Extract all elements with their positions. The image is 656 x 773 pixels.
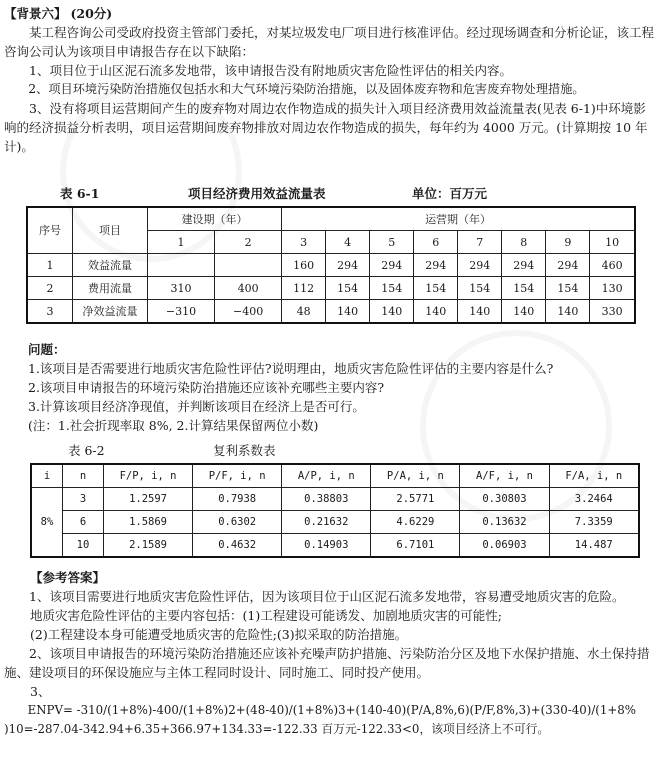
table-cell: 294	[502, 254, 546, 277]
background-para: 某工程咨询公司受政府投资主管部门委托，对某垃圾发电厂项目进行核准评估。经过现场调查和分析论证，该工程咨询公司认为该项目申请报告存在以下缺陷：	[4, 25, 655, 59]
header-build: 建设期（年）	[148, 207, 282, 231]
header-oper: 运营期（年）	[282, 207, 635, 231]
table-cell: 112	[282, 277, 326, 300]
row-name: 效益流量	[73, 254, 148, 277]
table-cell: 330	[590, 300, 635, 324]
defect-item-3: 3、没有将项目运营期间产生的废弃物对周边农作物造成的损失计入项目经济费用效益流量表(见表 6-1)中环境影响的经济损益分析表明，项目运营期间废弃物排放对周边农作物造成的损失，每年约为 4000 万元。(计算期按 10 年计)。	[4, 101, 648, 154]
table-cell: 400	[215, 277, 282, 300]
year-cell: 8	[502, 231, 546, 254]
answer-title: 【参考答案】	[30, 570, 106, 585]
period-cell: 3	[63, 488, 104, 511]
table-cell: 140	[370, 300, 414, 324]
table2-label: 表 6-2	[68, 443, 105, 458]
column-header: n	[63, 464, 104, 488]
answer-3-calc: ENPV= -310/(1+8%)-400/(1+8%)2+(48-40)/(1+8%)3+(140-40)(P/A,8%,6)(P/F,8%,3)+(330-40)/(1+8% )10=-287.04-342.94+6.35+366.97+134.33=-122.33 百万元-122.33<0，该项目经济上不可行。	[4, 703, 637, 736]
table-row	[27, 254, 635, 277]
table-cell: 160	[282, 254, 326, 277]
table-header-row	[31, 464, 639, 488]
year-cell: 6	[414, 231, 458, 254]
table-cell: 0.14903	[282, 534, 371, 558]
year-cell: 2	[215, 231, 282, 254]
table-cell: 154	[326, 277, 370, 300]
table-cell: 294	[458, 254, 502, 277]
year-cell: 5	[370, 231, 414, 254]
table-cell: 140	[326, 300, 370, 324]
table-cell: 2.1589	[104, 534, 193, 558]
table-cell: 0.21632	[282, 511, 371, 534]
period-cell: 10	[63, 534, 104, 558]
question-2: 2.该项目申请报告的环境污染防治措施还应该补充哪些主要内容?	[28, 380, 385, 395]
table-cell: 310	[148, 277, 215, 300]
table-cell: 294	[546, 254, 590, 277]
question-note: (注：1.社会折现率取 8%, 2.计算结果保留两位小数)	[28, 418, 319, 433]
table-cell: 4.6229	[371, 511, 460, 534]
score-label: (20分)	[70, 6, 113, 21]
table-cell: 130	[590, 277, 635, 300]
table-row	[31, 511, 639, 534]
table-cell: 14.487	[549, 534, 639, 558]
table-cell: 294	[326, 254, 370, 277]
table-cell: 460	[590, 254, 635, 277]
year-cell: 10	[590, 231, 635, 254]
table-cell: 0.4632	[193, 534, 282, 558]
row-no: 1	[27, 254, 73, 277]
column-header: P/A, i, n	[371, 464, 460, 488]
answer-section	[4, 568, 654, 739]
rate-cell: 8%	[31, 488, 63, 558]
year-cell: 3	[282, 231, 326, 254]
year-cell: 4	[326, 231, 370, 254]
table-cell: 6.7101	[371, 534, 460, 558]
column-header: P/F, i, n	[193, 464, 282, 488]
answer-3: 3、	[30, 684, 51, 699]
period-cell: 6	[63, 511, 104, 534]
table-cell: 154	[458, 277, 502, 300]
table-cell: 0.38803	[282, 488, 371, 511]
table-cell: 140	[546, 300, 590, 324]
header-no: 序号	[27, 207, 73, 254]
table-cell: 1.5869	[104, 511, 193, 534]
table1-unit: 单位：百万元	[412, 186, 488, 201]
compound-factor-table	[30, 463, 640, 558]
column-header: F/A, i, n	[549, 464, 639, 488]
column-header: A/F, i, n	[460, 464, 549, 488]
year-cell: 1	[148, 231, 215, 254]
table-cell: 154	[502, 277, 546, 300]
table-cell: 294	[370, 254, 414, 277]
table-cell: 48	[282, 300, 326, 324]
table-cell: −310	[148, 300, 215, 324]
table-cell: 7.3359	[549, 511, 639, 534]
table2-title: 复利系数表	[213, 443, 276, 458]
table-cell: 1.2597	[104, 488, 193, 511]
table-cell: 0.30803	[460, 488, 549, 511]
questions-title: 问题：	[28, 342, 66, 357]
answer-1-b: 地质灾害危险性评估的主要内容包括：(1)工程建设可能诱发、加剧地质灾害的可能性;	[30, 608, 502, 623]
defect-item-2: 2、项目环境污染防治措施仅包括水和大气环境污染防治措施，以及固体废弃物和危害废弃物处理措施。	[28, 82, 585, 96]
column-header: F/P, i, n	[104, 464, 193, 488]
row-name: 净效益流量	[73, 300, 148, 324]
question-1: 1.该项目是否需要进行地质灾害危险性评估?说明理由，地质灾害危险性评估的主要内容是什么?	[28, 361, 554, 376]
table-cell: 154	[370, 277, 414, 300]
row-no: 2	[27, 277, 73, 300]
table-row	[31, 534, 639, 558]
answer-1-c: (2)工程建设本身可能遭受地质灾害的危险性;(3)拟采取的防治措施。	[30, 627, 408, 642]
table-cell: 154	[414, 277, 458, 300]
table-cell: 0.13632	[460, 511, 549, 534]
column-header: i	[31, 464, 63, 488]
table-row	[27, 277, 635, 300]
background-section	[4, 4, 654, 156]
year-cell: 7	[458, 231, 502, 254]
table-cell: 0.06903	[460, 534, 549, 558]
row-no: 3	[27, 300, 73, 324]
background-title: 【背景六】	[4, 6, 67, 21]
table-cell: 0.7938	[193, 488, 282, 511]
table-cell: 0.6302	[193, 511, 282, 534]
answer-2: 2、该项目申请报告的环境污染防治措施还应该补充噪声防护措施、污染防治分区及地下水保护措施、水土保持措施、建设项目的环保设施应与主体工程同时设计、同时施工、同时投产使用。	[4, 646, 650, 680]
table-cell: −400	[215, 300, 282, 324]
answer-1: 1、该项目需要进行地质灾害危险性评估，因为该项目位于山区泥石流多发地带，容易遭受地质灾害的危险。	[29, 589, 625, 604]
header-item: 项目	[73, 207, 148, 254]
table-cell: 140	[458, 300, 502, 324]
table-cell: 294	[414, 254, 458, 277]
table-row	[27, 300, 635, 324]
table1-title: 项目经济费用效益流量表	[188, 186, 326, 201]
row-name: 费用流量	[73, 277, 148, 300]
table1-label: 表 6-1	[60, 186, 100, 201]
table-cell: 3.2464	[549, 488, 639, 511]
questions-section	[28, 340, 648, 435]
table-cell	[148, 254, 215, 277]
table-cell	[215, 254, 282, 277]
column-header: A/P, i, n	[282, 464, 371, 488]
question-3: 3.计算该项目经济净现值，并判断该项目在经济上是否可行。	[28, 399, 365, 414]
table-cell: 140	[502, 300, 546, 324]
table-cell: 2.5771	[371, 488, 460, 511]
defect-item-1: 1、项目位于山区泥石流多发地带，该申请报告没有附地质灾害危险性评估的相关内容。	[29, 63, 512, 78]
year-cell: 9	[546, 231, 590, 254]
table-cell: 154	[546, 277, 590, 300]
table-row	[31, 488, 639, 511]
cash-flow-table	[26, 206, 636, 324]
table-cell: 140	[414, 300, 458, 324]
